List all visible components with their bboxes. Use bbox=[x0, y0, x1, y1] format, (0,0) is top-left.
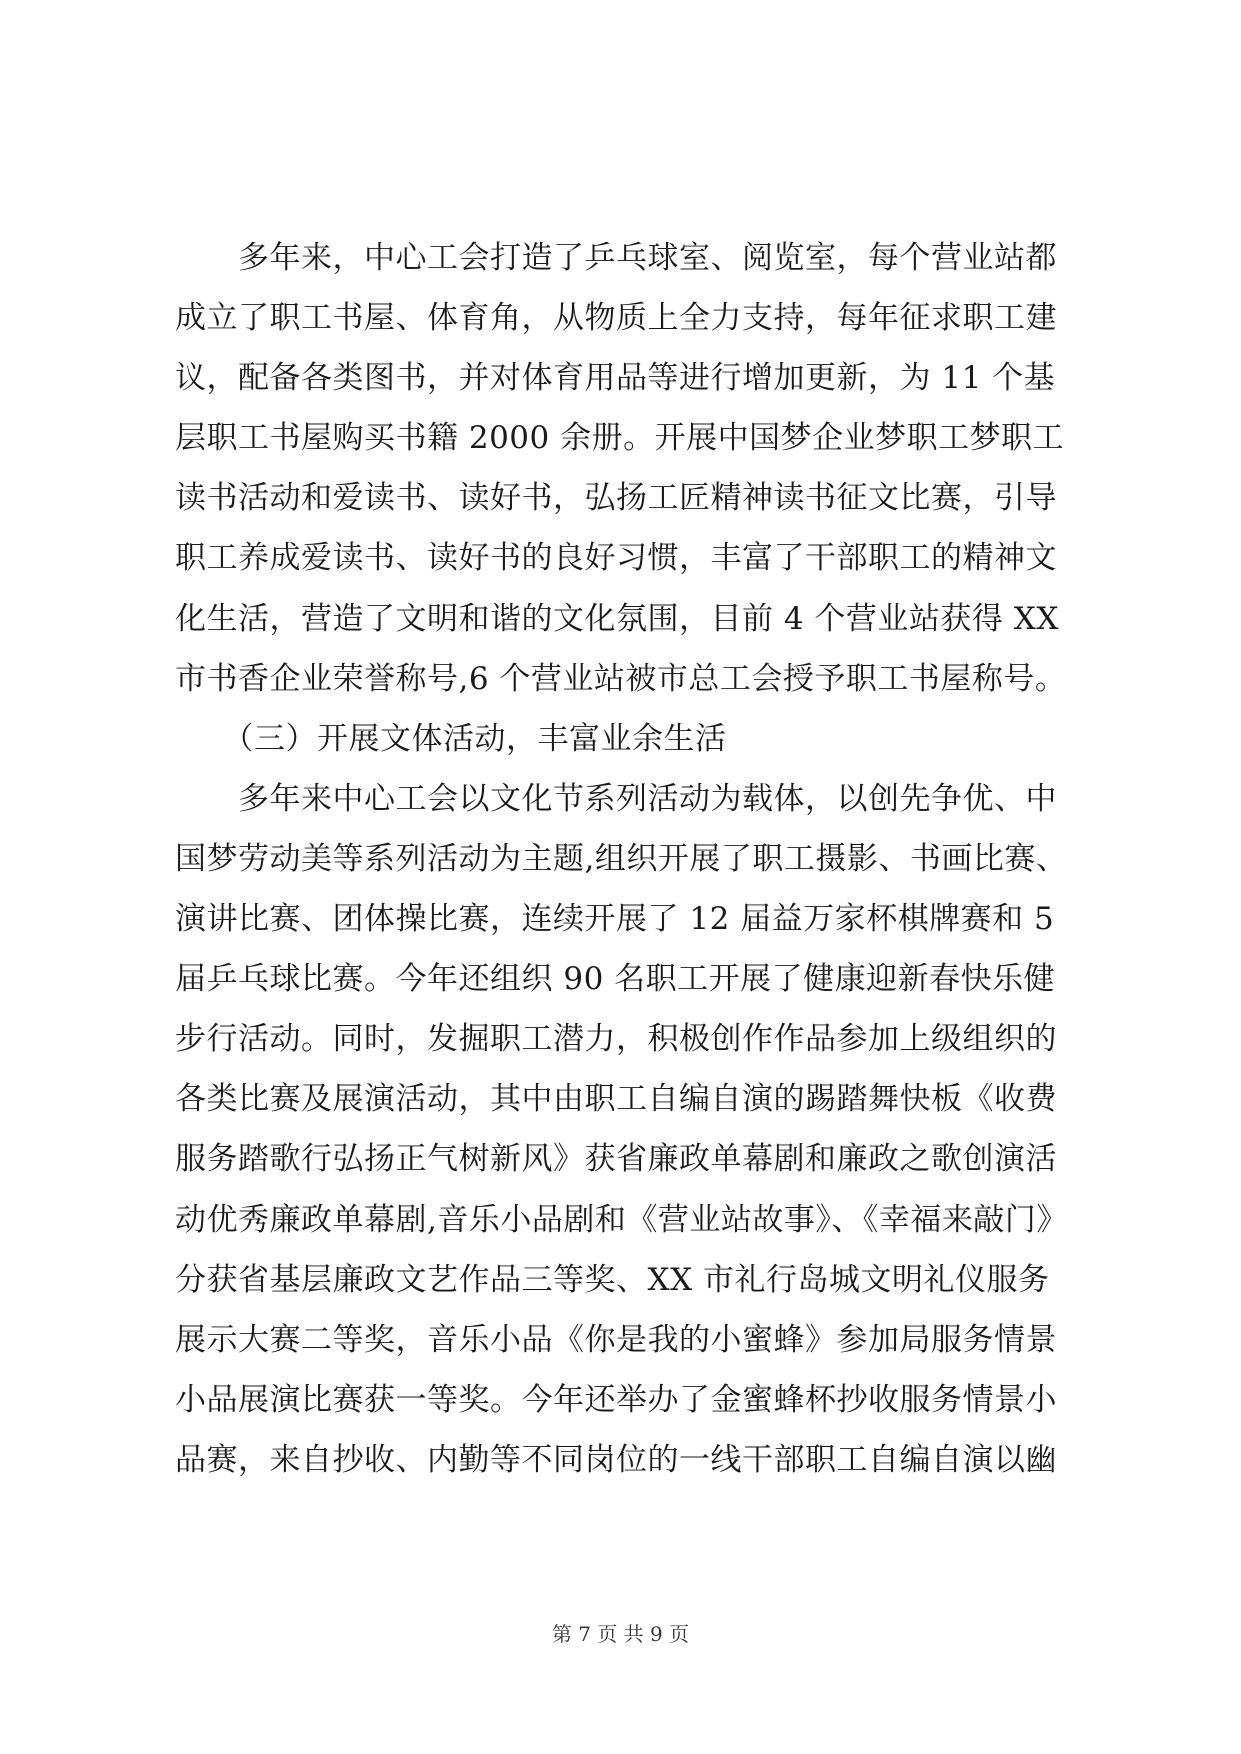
text-line: 届乒乓球比赛。今年还组织 90 名职工开展了健康迎新春快乐健 bbox=[175, 961, 1056, 998]
text-line: 化生活，营造了文明和谐的文化氛围，目前 4 个营业站获得 XX bbox=[175, 600, 1059, 637]
text-line: 层职工书屋购买书籍 2000 余册。开展中国梦企业梦职工梦职工 bbox=[175, 420, 1065, 457]
section-heading: （三）开展文体活动，丰富业余生活 bbox=[175, 720, 727, 757]
text-line: 成立了职工书屋、体育角，从物质上全力支持，每年征求职工建 bbox=[175, 300, 1057, 337]
page-number: 第 7 页 共 9 页 bbox=[551, 1622, 690, 1646]
text-line: 展示大赛二等奖，音乐小品《你是我的小蜜蜂》参加局服务情景 bbox=[175, 1321, 1057, 1358]
text-line: 小品展演比赛获一等奖。今年还举办了金蜜蜂杯抄收服务情景小 bbox=[175, 1381, 1057, 1418]
text-line: 各类比赛及展演活动，其中由职工自编自演的踢踏舞快板《收费 bbox=[175, 1081, 1057, 1118]
text-line: 多年来，中心工会打造了乒乓球室、阅览室，每个营业站都 bbox=[175, 240, 1057, 276]
text-line: 职工养成爱读书、读好书的良好习惯，丰富了干部职工的精神文 bbox=[175, 540, 1057, 577]
text-line: 步行活动。同时，发掘职工潜力，积极创作作品参加上级组织的 bbox=[175, 1021, 1057, 1058]
body-text bbox=[175, 228, 1075, 1490]
text-line: 演讲比赛、团体操比赛，连续开展了 12 届益万家杯棋牌赛和 5 bbox=[175, 901, 1055, 938]
text-line: 议，配备各类图书，并对体育用品等进行增加更新，为 11 个基 bbox=[175, 360, 1056, 397]
text-line: 市书香企业荣誉称号,6 个营业站被市总工会授予职工书屋称号。 bbox=[175, 660, 1067, 697]
text-line: 服务踏歌行弘扬正气树新风》获省廉政单幕剧和廉政之歌创演活 bbox=[175, 1141, 1057, 1178]
text-line: 分获省基层廉政文艺作品三等奖、XX 市礼行岛城文明礼仪服务 bbox=[175, 1261, 1050, 1298]
text-line: 国梦劳动美等系列活动为主题,组织开展了职工摄影、书画比赛、 bbox=[175, 840, 1068, 877]
text-line: 动优秀廉政单幕剧,音乐小品剧和《营业站故事》、《幸福来敲门》 bbox=[175, 1201, 1068, 1238]
text-line: 读书活动和爱读书、读好书，弘扬工匠精神读书征文比赛，引导 bbox=[175, 480, 1057, 517]
text-line: 品赛，来自抄收、内勤等不同岗位的一线干部职工自编自演以幽 bbox=[175, 1441, 1057, 1478]
text-line: 多年来中心工会以文化节系列活动为载体，以创先争优、中 bbox=[175, 780, 1057, 817]
